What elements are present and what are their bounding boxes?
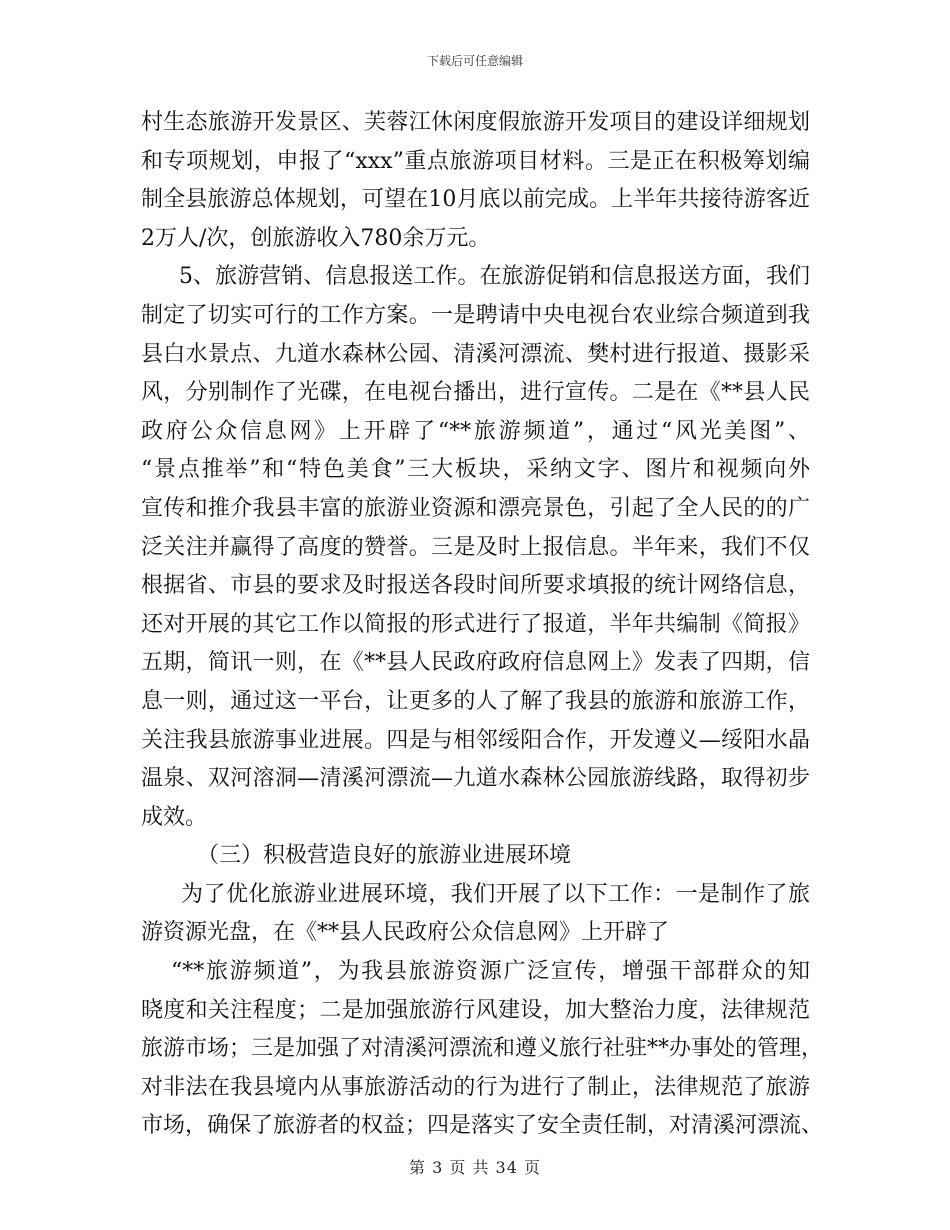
body-line-4: 2万人/次，创旅游收入780余万元。 xyxy=(141,225,491,251)
document-body xyxy=(141,104,824,1146)
body-line-19: 成效。 xyxy=(141,804,208,830)
body-line-5: 5、旅游营销、信息报送工作。在旅游促销和信息报送方面，我们 xyxy=(179,264,810,290)
body-line-15: 五期，简讯一则，在《**县人民政府政府信息网上》发表了四期，信 xyxy=(141,650,810,676)
body-line-7: 县白水景点、九道水森林公园、清溪河漂流、樊村进行报道、摄影采 xyxy=(141,341,810,367)
body-line-22: 游资源光盘，在《**县人民政府公众信息网》上开辟了 xyxy=(141,920,670,946)
body-line-1: 村生态旅游开发景区、芙蓉江休闲度假旅游开发项目的建设详细规划 xyxy=(141,110,810,135)
body-line-10: “景点推举”和“特色美食”三大板块，采纳文字、图片和视频向外 xyxy=(141,457,810,483)
body-line-25: 旅游市场；三是加强了对清溪河漂流和遵义旅行社驻**办事处的管理， xyxy=(141,1036,824,1062)
body-line-9: 政府公众信息网》上开辟了“**旅游频道”，通过“风光美图”、 xyxy=(141,418,810,444)
body-line-24: 晓度和关注程度；二是加强旅游行风建设，加大整治力度，法律规范 xyxy=(141,997,810,1023)
body-line-12: 泛关注并赢得了高度的赞誉。三是及时上报信息。半年来，我们不仅 xyxy=(141,534,810,560)
body-line-11: 宣传和推介我县丰富的旅游业资源和漂亮景色，引起了全人民的的广 xyxy=(141,495,810,521)
body-line-17: 关注我县旅游事业进展。四是与相邻绥阳合作，开发遵义—绥阳水晶 xyxy=(141,727,810,753)
body-line-18: 温泉、双河溶洞—清溪河漂流—九道水森林公园旅游线路，取得初步 xyxy=(141,766,810,792)
body-line-14: 还对开展的其它工作以简报的形式进行了报道，半年共编制《简报》 xyxy=(141,611,810,637)
body-line-13: 根据省、市县的要求及时报送各段时间所要求填报的统计网络信息， xyxy=(141,573,810,599)
body-line-26: 对非法在我县境内从事旅游活动的行为进行了制止，法律规范了旅游 xyxy=(141,1074,810,1100)
body-line-3: 制全县旅游总体规划，可望在10月底以前完成。上半年共接待游客近 xyxy=(141,187,810,213)
body-line-23: “**旅游频道”，为我县旅游资源广泛宣传，增强干部群众的知 xyxy=(171,959,810,985)
page-header-note: 下载后可任意编辑 xyxy=(426,54,523,68)
body-line-16: 息一则，通过这一平台，让更多的人了解了我县的旅游和旅游工作， xyxy=(141,688,810,714)
body-line-27: 市场，确保了旅游者的权益；四是落实了安全责任制，对清溪河漂流、 xyxy=(141,1113,824,1139)
body-line-8: 风，分别制作了光碟，在电视台播出，进行宣传。二是在《**县人民 xyxy=(141,380,810,406)
body-line-2: 和专项规划，申报了“xxx”重点旅游项目材料。三是正在积极筹划编 xyxy=(141,148,810,174)
page-number-footer: 第 3 页 共 34 页 xyxy=(409,1158,541,1177)
section-heading: （三）积极营造良好的旅游业进展环境 xyxy=(197,843,572,869)
body-line-21: 为了优化旅游业进展环境，我们开展了以下工作：一是制作了旅 xyxy=(181,881,810,907)
body-line-6: 制定了切实可行的工作方案。一是聘请中央电视台农业综合频道到我 xyxy=(141,302,810,328)
